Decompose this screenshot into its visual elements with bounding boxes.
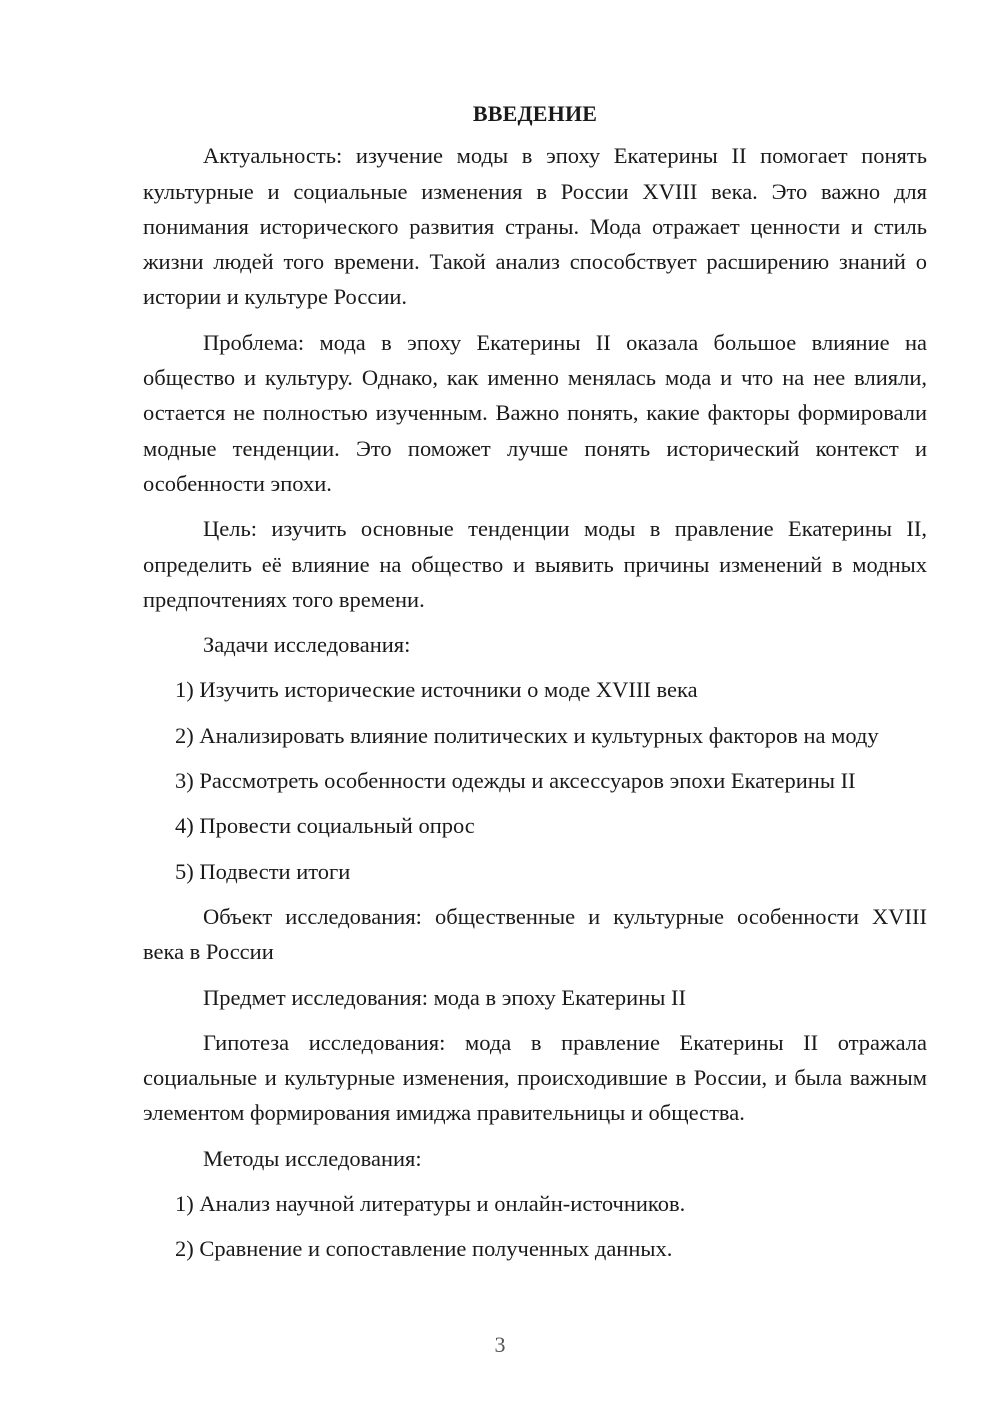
goal-paragraph: Цель: изучить основные тенденции моды в правление Екатерины II, определить её влияние на общество и выявить причины изменений в модных предпочтениях того времени. (143, 516, 927, 612)
subject-paragraph: Предмет исследования: мода в эпоху Екатерины II (203, 984, 686, 1010)
problem-paragraph: Проблема: мода в эпоху Екатерины II оказала большое влияние на общество и культуру. Однако, как именно менялась мода и что на нее влияли, остается не полностью изученным. Важно понять, какие факторы формировали модные тенденции. Это поможет лучше понять исторический контекст и особенности эпохи. (143, 329, 927, 496)
task-item: 3) Рассмотреть особенности одежды и аксессуаров эпохи Екатерины II (175, 768, 856, 794)
page-content (143, 96, 927, 1277)
methods-label: Методы исследования: (203, 1145, 422, 1171)
hypothesis-paragraph: Гипотеза исследования: мода в правление Екатерины II отражала социальные и культурные изменения, происходившие в России, и была важным элементом формирования имиджа правительницы и общества. (143, 1029, 927, 1126)
method-item: 1) Анализ научной литературы и онлайн-источников. (175, 1191, 686, 1217)
task-item: 5) Подвести итоги (175, 858, 351, 884)
task-item: 2) Анализировать влияние политических и культурных факторов на моду (175, 722, 879, 748)
relevance-paragraph: Актуальность: изучение моды в эпоху Екатерины II помогает понять культурные и социальные изменения в России XVIII века. Это важно для понимания исторического развития страны. Мода отражает ценности и стиль жизни людей того времени. Такой анализ способствует расширению знаний о истории и культуре России. (143, 143, 927, 310)
method-item: 2) Сравнение и сопоставление полученных данных. (175, 1236, 673, 1262)
object-paragraph: Объект исследования: общественные и культурные особенности XVIII века в России (143, 903, 927, 965)
page-number: 3 (494, 1332, 506, 1357)
task-item: 1) Изучить исторические источники о моде XVIII века (175, 677, 698, 703)
task-item: 4) Провести социальный опрос (175, 813, 475, 839)
tasks-label: Задачи исследования: (203, 632, 411, 658)
section-heading: ВВЕДЕНИЕ (472, 101, 598, 126)
